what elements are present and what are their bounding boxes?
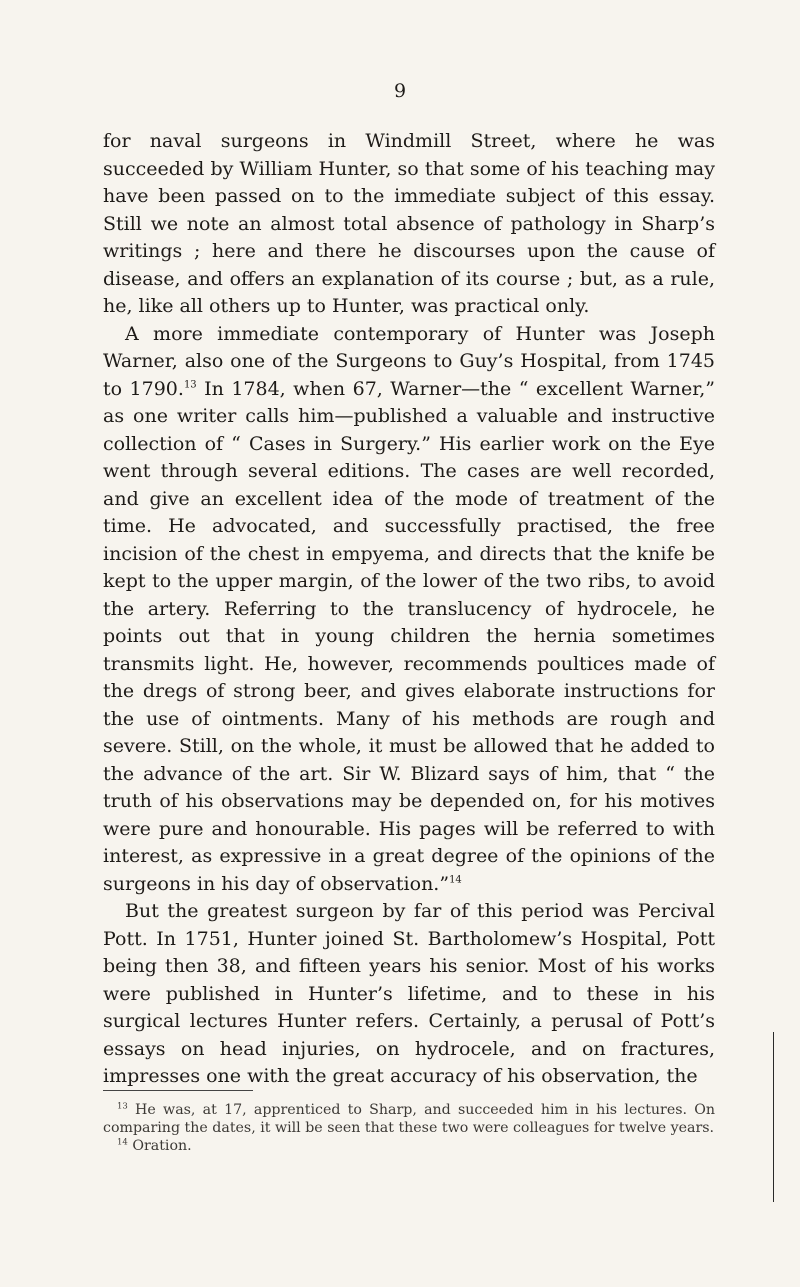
footnote-ref: 13: [183, 379, 197, 391]
footnote-text: Oration.: [127, 1138, 192, 1154]
footnote-marker: 14: [117, 1137, 128, 1148]
paragraph-text: A more immediate contemporary of Hunter was Joseph Warner, also one of the Surgeons to Guy’s Hospital, from 1745 to 1790.: [103, 322, 715, 400]
paragraph-text: for naval surgeons in Windmill Street, where he was succeeded by William Hunter, so that some of his teaching may have been passed on to the immediate subject of this essay. Still we note an almost total absence of pathology in Sharp’s writings ; here and there he discourses upon the cause of disease, and offers an explanation of its course ; but, as a rule, he, like all others up to Hunter, was practical only.: [103, 130, 715, 317]
body-text: [103, 128, 715, 1091]
footnote: [103, 1137, 715, 1155]
paragraph: [103, 321, 715, 899]
paragraph-text: But the greatest surgeon by far of this period was Percival Pott. In 1751, Hunter joined St. Bartholomew’s Hospital, Pott being then 38, and fifteen years his senior. Most of his works were published in Hunter’s lifetime, and to these in his surgical lectures Hunter refers. Certainly, a perusal of Pott’s essays on head injuries, on hydrocele, and on fractures, impresses one with the great accuracy of his observation, the: [103, 900, 715, 1087]
page-number: 9: [393, 80, 407, 102]
footnotes: [103, 1101, 715, 1155]
footnote-ref: 14: [449, 874, 462, 886]
footnote-marker: 13: [117, 1101, 128, 1112]
paragraph: [103, 128, 715, 321]
footnote: [103, 1101, 715, 1137]
margin-line: [773, 1032, 774, 1202]
footnote-divider: [103, 1090, 253, 1091]
paragraph-text: In 1784, when 67, Warner—the “ excellent Warner,” as one writer calls him—published a valuable and instructive collection of “ Cases in Surgery.” His earlier work on the Eye went through several editions. The cases are well recorded, and give an excellent idea of the mode of treatment of the time. He advocated, and successfully practised, the free incision of the chest in empyema, and directs that the knife be kept to the upper margin, of the lower of the two ribs, to avoid the artery. Referring to the translucency of hydrocele, he points out that in young children the hernia sometimes transmits light. He, however, recommends poultices made of the dregs of strong beer, and gives elaborate instructions for the use of ointments. Many of his methods are rough and severe. Still, on the whole, it must be allowed that he added to the advance of the art. Sir W. Blizard says of him, that “ the truth of his observations may be depended on, for his motives were pure and honourable. His pages will be referred to with interest, as expressive in a great degree of the opinions of the surgeons in his day of observation.”: [103, 377, 715, 895]
paragraph: [103, 898, 715, 1091]
footnote-text: He was, at 17, apprenticed to Sharp, and succeeded him in his lectures. On comparing the dates, it will be seen that these two were colleagues for twelve years.: [103, 1102, 715, 1136]
